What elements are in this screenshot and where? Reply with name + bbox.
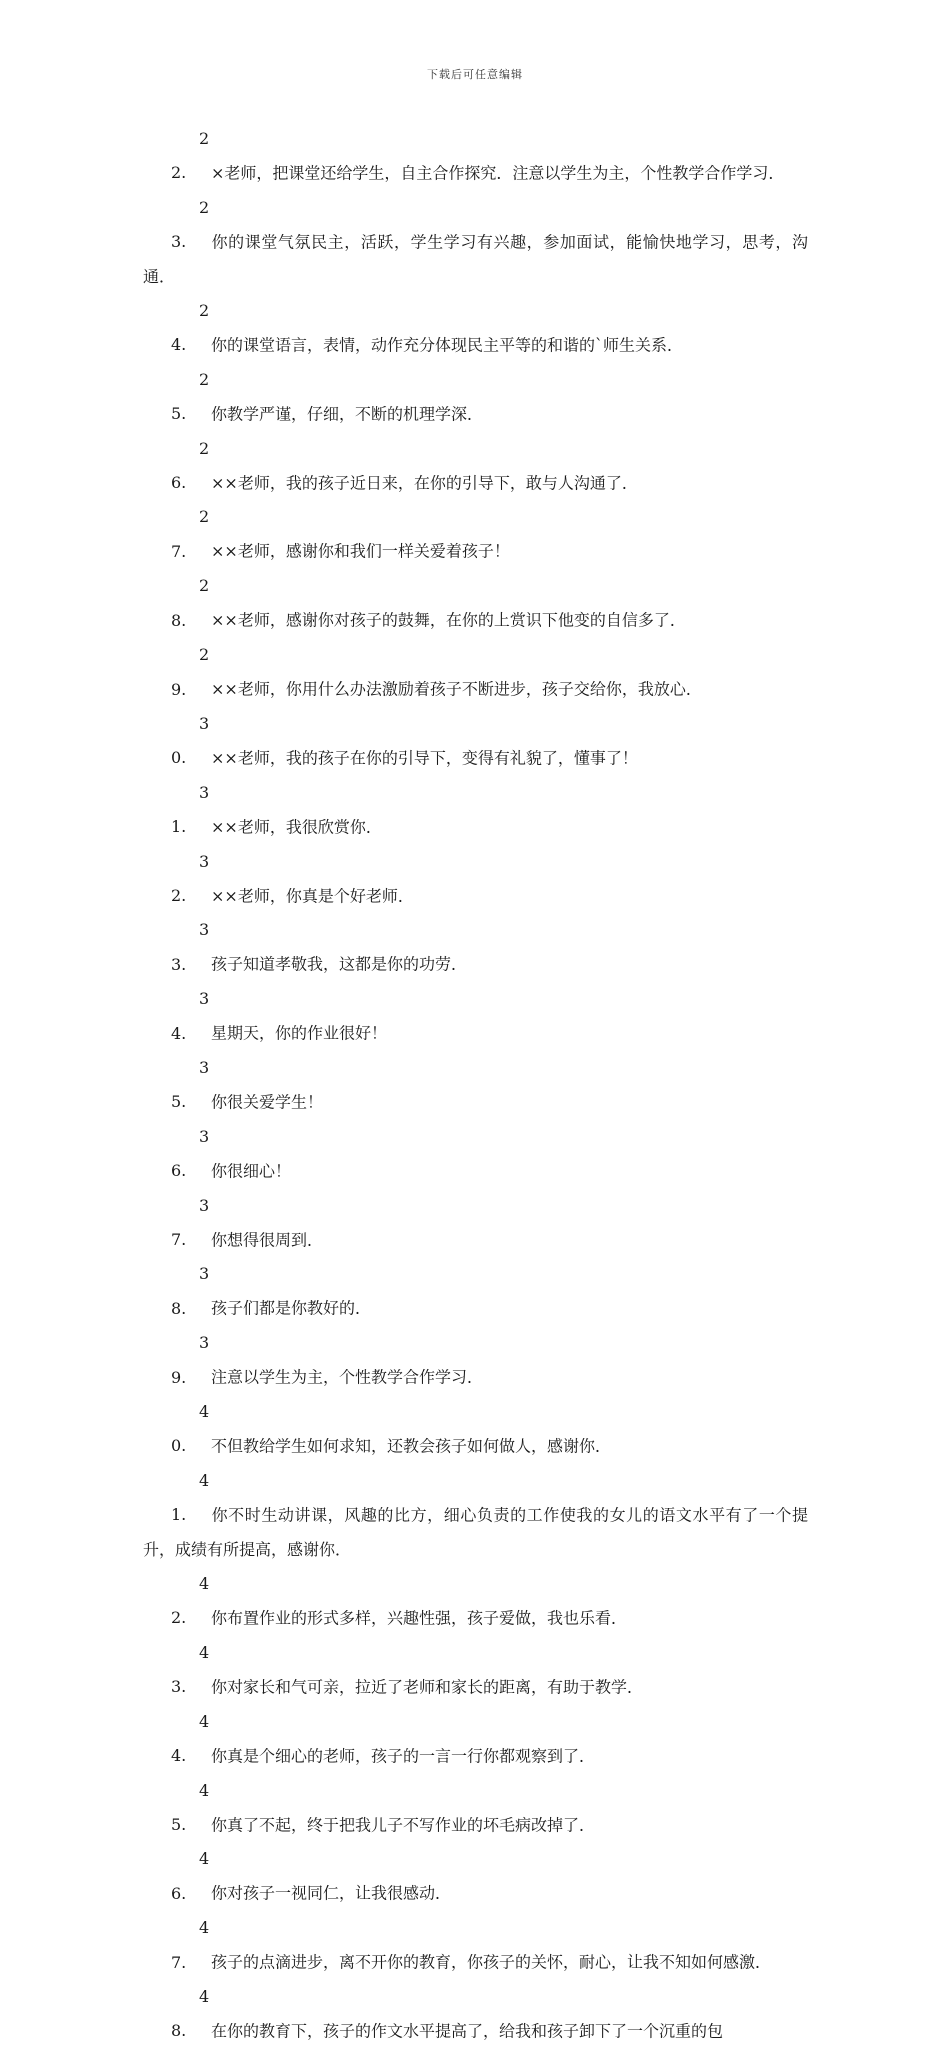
item-number: 30.: [171, 713, 210, 768]
list-item: [143, 294, 808, 363]
item-number: 48.: [171, 1986, 210, 2041]
list-item: [143, 1120, 808, 1189]
list-item: [143, 776, 808, 845]
list-item: [143, 845, 808, 914]
item-number: 39.: [171, 1333, 210, 1387]
item-text: 你真了不起，终于把我儿子不写作业的坏毛病改掉了．: [211, 1814, 596, 1834]
item-number: 28.: [171, 576, 210, 630]
item-number: 35.: [171, 1057, 210, 1112]
item-text: 你对孩子一视同仁，让我很感动．: [211, 1883, 452, 1903]
item-number: 31.: [171, 782, 210, 837]
item-text: 你对家长和气可亲，拉近了老师和家长的距离，有助于教学．: [211, 1677, 644, 1697]
item-text: ××老师，我的孩子在你的引导下，变得有礼貌了，懂事了！: [211, 748, 638, 768]
list-item: [143, 1326, 808, 1395]
list-item: [143, 1189, 808, 1258]
item-number: 46.: [171, 1849, 210, 1903]
item-number: 27.: [171, 507, 210, 561]
item-number: 45.: [171, 1780, 210, 1834]
item-number: 41.: [171, 1470, 210, 1525]
item-text: ××老师，我的孩子近日来，在你的引导下，敢与人沟通了．: [211, 473, 638, 493]
item-text: ××老师，感谢你对孩子的鼓舞，在你的上赏识下他变的自信多了．: [211, 610, 686, 630]
item-text: 你想得很周到．: [211, 1230, 324, 1249]
list-item: [143, 1705, 808, 1774]
item-number: 33.: [171, 920, 210, 974]
item-text: 你真是个细心的老师，孩子的一言一行你都观察到了．: [211, 1746, 596, 1766]
item-number: 44.: [171, 1711, 210, 1766]
item-text: 你很细心！: [211, 1161, 292, 1181]
list-item: [143, 1567, 808, 1636]
item-text: 你不时生动讲课，风趣的比方，细心负责的工作使我的女儿的语文水平有了一个提升，成绩有所提高，感谢你．: [143, 1505, 808, 1559]
item-number: 24.: [171, 301, 210, 355]
list-item: [143, 432, 808, 501]
item-number: 23.: [171, 197, 210, 252]
item-number: 43.: [171, 1642, 210, 1697]
item-text: ××老师，你真是个好老师．: [211, 885, 414, 905]
item-text: ××老师，你用什么办法激励着孩子不断进步，孩子交给你，我放心．: [211, 679, 702, 699]
item-text: 你布置作业的形式多样，兴趣性强，孩子爱做，我也乐看．: [211, 1608, 628, 1628]
item-number: 36.: [171, 1126, 210, 1181]
item-text: 星期天，你的作业很好！: [211, 1023, 388, 1043]
item-number: 29.: [171, 645, 210, 699]
list-item: [143, 1636, 808, 1705]
item-text: ×老师，把课堂还给学生，自主合作探究．注意以学生为主，个性教学合作学习．: [211, 163, 785, 183]
list-item: [143, 913, 808, 982]
list-item: [143, 707, 808, 776]
list-item: [143, 1257, 808, 1326]
item-text: 你教学严谨，仔细，不断的机理学深．: [211, 404, 484, 424]
list-item: [143, 363, 808, 432]
list-item: [143, 638, 808, 707]
item-number: 22.: [171, 129, 210, 183]
list-item: [143, 569, 808, 638]
item-number: 26.: [171, 438, 210, 493]
item-number: 25.: [171, 369, 210, 424]
list-item: [143, 1395, 808, 1464]
item-text: ××老师，感谢你和我们一样关爱着孩子！: [211, 541, 510, 561]
item-number: 34.: [171, 989, 210, 1043]
list-item: [143, 1911, 808, 1980]
page-header: 下载后可任意编辑: [427, 68, 523, 81]
list-item: [143, 1774, 808, 1843]
item-number: 40.: [171, 1402, 210, 1456]
item-text: 孩子的点滴进步，离不开你的教育，你孩子的关怀，耐心，让我不知如何感激．: [211, 1952, 772, 1972]
item-text: 孩子知道孝敬我，这都是你的功劳．: [211, 954, 468, 974]
item-text: 你的课堂气氛民主，活跃，学生学习有兴趣，参加面试，能愉快地学习，思考，沟通．: [143, 232, 808, 286]
item-text: ××老师，我很欣赏你．: [211, 817, 382, 837]
list-item: [143, 982, 808, 1051]
list-item: [143, 1842, 808, 1911]
item-text: 你很关爱学生！: [211, 1092, 324, 1112]
list-item: [143, 1464, 808, 1567]
document-body: [143, 122, 808, 2049]
item-text: 不但教给学生如何求知，还教会孩子如何做人，感谢你．: [211, 1436, 612, 1456]
list-item: [143, 500, 808, 569]
list-item: [143, 1980, 808, 2049]
list-item: [143, 122, 808, 191]
item-number: 38.: [171, 1264, 210, 1318]
item-number: 37.: [171, 1195, 210, 1249]
list-item: [143, 191, 808, 294]
item-text: 在你的教育下，孩子的作文水平提高了，给我和孩子卸下了一个沉重的包: [211, 2021, 724, 2041]
list-item: [143, 1051, 808, 1120]
item-number: 32.: [171, 851, 210, 905]
item-text: 注意以学生为主，个性教学合作学习．: [211, 1367, 484, 1387]
item-number: 47.: [171, 1918, 210, 1972]
item-number: 42.: [171, 1574, 210, 1628]
item-text: 孩子们都是你教好的．: [211, 1298, 372, 1318]
item-text: 你的课堂语言，表情，动作充分体现民主平等的和谐的`师生关系．: [211, 335, 684, 355]
